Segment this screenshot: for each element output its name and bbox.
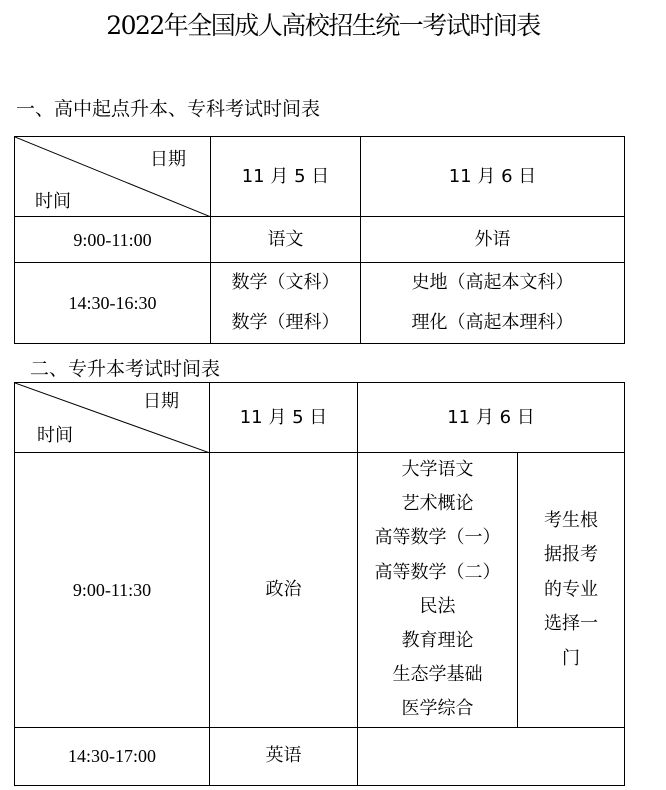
note-line: 选择一 — [544, 613, 598, 635]
subject-line: 医学综合 — [401, 698, 474, 720]
note-line: 考生根 — [544, 509, 598, 531]
subject-list-cell — [358, 453, 518, 728]
subject-line: 高等数学（二） — [374, 561, 501, 583]
note-line: 的专业 — [544, 578, 598, 600]
header-date-label: 日期 — [150, 149, 186, 170]
schedule-table-gaoqi — [14, 136, 625, 344]
subject-cell: 语文 — [211, 217, 361, 263]
subject-cell: 政治 — [210, 453, 358, 728]
time-cell: 9:00-11:30 — [15, 453, 210, 728]
header-date-label: 日期 — [143, 391, 179, 412]
corner-header-cell — [15, 383, 210, 453]
subject-cell: 英语 — [210, 727, 358, 785]
corner-header-cell — [15, 137, 211, 217]
note-line: 据报考 — [544, 544, 598, 566]
time-cell: 14:30-16:30 — [15, 263, 211, 344]
time-cell: 9:00-11:00 — [15, 217, 211, 263]
page-title: 2022年全国成人高校招生统一考试时间表 — [106, 11, 540, 40]
subject-cell: 外语 — [361, 217, 625, 263]
subject-line: 高等数学（一） — [374, 527, 501, 549]
subject-line: 大学语文 — [401, 459, 474, 480]
note-line: 门 — [562, 647, 580, 669]
subject-line: 民法 — [419, 595, 456, 617]
subject-line: 艺术概论 — [401, 493, 474, 515]
section-heading-zhuanshengben: 二、专升本考试时间表 — [30, 358, 221, 380]
subject-line: 教育理论 — [401, 630, 474, 652]
header-day2: 11 月 6 日 — [358, 383, 625, 453]
subject-cell — [211, 263, 361, 344]
subject-line: 生态学基础 — [392, 664, 483, 686]
section-heading-gaoqi: 一、高中起点升本、专科考试时间表 — [16, 98, 321, 120]
header-day1: 11 月 5 日 — [211, 137, 361, 217]
subject-line: 理化（高起本理科） — [411, 312, 574, 333]
header-day2: 11 月 6 日 — [361, 137, 625, 217]
subject-line: 数学（理科） — [231, 312, 340, 333]
subject-cell — [361, 263, 625, 344]
subject-line: 数学（文科） — [231, 272, 340, 293]
header-time-label: 时间 — [35, 191, 71, 212]
time-cell: 14:30-17:00 — [15, 727, 210, 785]
subject-line: 史地（高起本文科） — [411, 272, 574, 293]
choice-note-cell — [518, 453, 625, 728]
schedule-table-zhuanshengben — [14, 382, 625, 786]
header-day1: 11 月 5 日 — [210, 383, 358, 453]
header-time-label: 时间 — [37, 425, 73, 446]
empty-subject-cell — [358, 727, 625, 785]
